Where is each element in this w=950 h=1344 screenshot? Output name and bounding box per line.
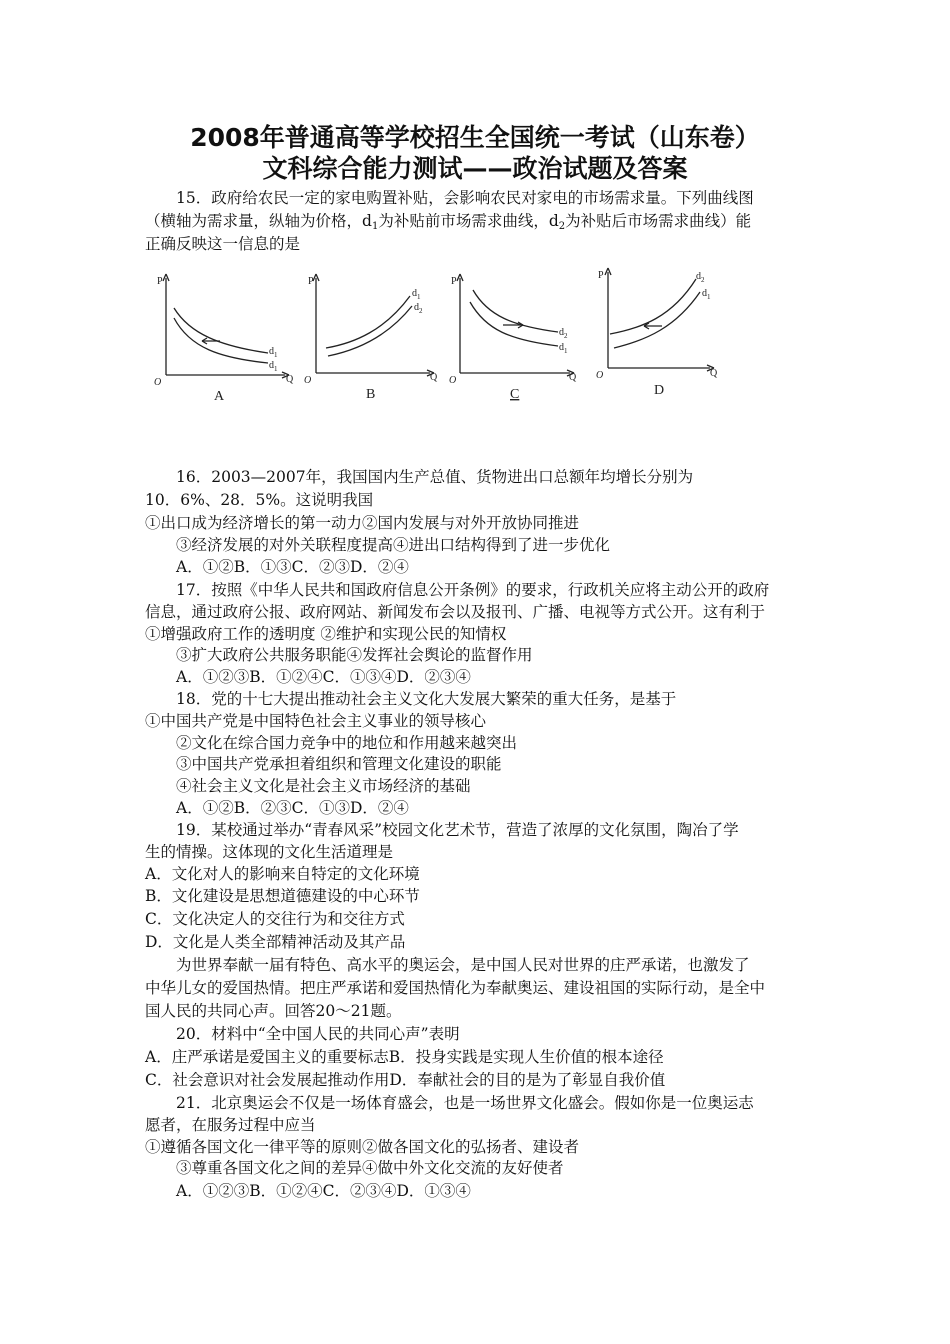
- q18-line-2: ①中国共产党是中国特色社会主义事业的领导核心: [145, 712, 487, 730]
- q16-line-2: 10．6%、28．5%。这说明我国: [145, 491, 374, 509]
- q19-line-2: 生的情操。这体现的文化生活道理是: [145, 843, 394, 861]
- graph-b-upper-curve-label: $d_1$: [412, 288, 421, 301]
- q17-line-3: ①增强政府工作的透明度 ②维护和实现公民的知情权: [145, 625, 507, 643]
- q18-line-1: 18．党的十七大提出推动社会主义文化大发展大繁荣的重大任务，是基于: [176, 690, 677, 708]
- q20-options-ab: A．庄严承诺是爱国主义的重要标志B．投身实践是实现人生价值的根本途径: [145, 1048, 664, 1066]
- graph-a-origin-label: O: [154, 377, 162, 388]
- q21-line-2: 愿者，在服务过程中应当: [145, 1116, 316, 1134]
- material-line-2: 中华儿女的爱国热情。把庄严承诺和爱国热情化为奉献奥运、建设祖国的实际行动，是全中: [145, 979, 766, 997]
- graph-a-lower-curve-label: $d_1$: [269, 360, 278, 373]
- q15-line-3: 正确反映这一信息的是: [145, 235, 301, 253]
- demand-graph-c: [448, 268, 598, 408]
- q20-options-cd: C．社会意识对社会发展起推动作用D．奉献社会的目的是为了彰显自我价值: [145, 1071, 666, 1089]
- graph-d-p-label: P: [598, 270, 604, 281]
- graph-d-upper-curve-label: $d_2$: [696, 271, 705, 284]
- graph-d-q-label: Q: [710, 368, 718, 379]
- q17-line-2: 信息，通过政府公报、政府网站、新闻发布会以及报刊、广播、电视等方式公开。这有利于: [145, 603, 766, 621]
- graph-d-origin-label: O: [596, 370, 604, 381]
- graph-b-q-label: Q: [430, 372, 438, 383]
- q19-option-c: C．文化决定人的交往行为和交往方式: [145, 910, 405, 928]
- q17-line-4: ③扩大政府公共服务职能④发挥社会舆论的监督作用: [176, 646, 533, 664]
- q16-line-1: 16．2003—2007年，我国国内生产总值、货物进出口总额年均增长分别为: [176, 468, 694, 486]
- graph-c-origin-label: O: [449, 375, 457, 386]
- q21-line-4: ③尊重各国文化之间的差异④做中外文化交流的友好使者: [176, 1159, 564, 1177]
- graph-d-option-label: D: [654, 383, 665, 398]
- q18-options: A．①②B．②③C．①③D．②④: [176, 799, 409, 817]
- graph-c-curve-upper: [473, 290, 558, 332]
- graph-c-q-label: Q: [569, 372, 577, 383]
- material-line-3: 国人民的共同心声。回答20～21题。: [145, 1002, 402, 1020]
- q21-line-1: 21．北京奥运会不仅是一场体育盛会，也是一场世界文化盛会。假如你是一位奥运志: [176, 1094, 754, 1112]
- q19-option-b: B．文化建设是思想道德建设的中心环节: [145, 887, 420, 905]
- graph-c-p-label: P: [451, 276, 457, 287]
- graph-b-curve-lower: [328, 306, 412, 356]
- q19-option-a: A．文化对人的影响来自特定的文化环境: [145, 865, 420, 883]
- graph-b-p-label: P: [308, 276, 314, 287]
- q21-options: A．①②③B．①②④C．②③④D．①③④: [176, 1182, 471, 1200]
- graph-a-option-label: A: [214, 389, 225, 404]
- q17-options: A．①②③B．①②④C．①③④D．②③④: [176, 668, 471, 686]
- q15-line-2: （横轴为需求量，纵轴为价格，$d_1$为补贴前市场需求曲线，$d_2$为补贴后市场需求曲线）能: [145, 212, 752, 232]
- graph-a-q-label: Q: [286, 374, 294, 385]
- graph-b-origin-label: O: [304, 375, 312, 386]
- graph-c-upper-curve-label: $d_2$: [559, 327, 568, 340]
- demand-graph-a: [150, 268, 300, 408]
- q16-line-4: ③经济发展的对外关联程度提高④进出口结构得到了进一步优化: [176, 536, 611, 554]
- q19-line-1: 19．某校通过举办“青春风采”校园文化艺术节，营造了浓厚的文化氛围，陶冶了学: [176, 821, 739, 839]
- q18-line-4: ③中国共产党承担着组织和管理文化建设的职能: [176, 755, 502, 773]
- q16-line-3: ①出口成为经济增长的第一动力②国内发展与对外开放协同推进: [145, 514, 580, 532]
- q18-line-3: ②文化在综合国力竞争中的地位和作用越来越突出: [176, 734, 518, 752]
- graph-b-option-label: B: [366, 387, 376, 402]
- graph-a-upper-curve-label: $d_1$: [269, 346, 278, 359]
- page-title: 2008年普通高等学校招生全国统一考试（山东卷）: [190, 123, 760, 152]
- graph-d-curve-lower: [614, 292, 700, 348]
- q18-line-5: ④社会主义文化是社会主义市场经济的基础: [176, 777, 471, 795]
- graph-c-lower-curve-label: $d_1$: [559, 342, 568, 355]
- q19-option-d: D．文化是人类全部精神活动及其产品: [145, 933, 406, 951]
- q16-options: A．①②B．①③C．②③D．②④: [176, 558, 409, 576]
- graph-c-option-label: C: [510, 387, 520, 402]
- graph-b-lower-curve-label: $d_2$: [414, 302, 423, 315]
- graph-c-curve-lower: [470, 302, 558, 346]
- demand-graph-d: [592, 262, 742, 402]
- page-subtitle: 文科综合能力测试——政治试题及答案: [262, 154, 688, 183]
- graph-d-lower-curve-label: $d_1$: [702, 288, 711, 301]
- q17-line-1: 17．按照《中华人民共和国政府信息公开条例》的要求，行政机关应将主动公开的政府: [176, 581, 770, 599]
- graph-a-curve-upper: [174, 308, 268, 353]
- material-line-1: 为世界奉献一届有特色、高水平的奥运会，是中国人民对世界的庄严承诺，也激发了: [176, 956, 750, 974]
- q20-line-1: 20．材料中“全中国人民的共同心声”表明: [176, 1025, 460, 1043]
- demand-graph-b: [300, 268, 450, 408]
- q15-line-1: 15．政府给农民一定的家电购置补贴，会影响农民对家电的市场需求量。下列曲线图: [176, 189, 754, 207]
- q21-line-3: ①遵循各国文化一律平等的原则②做各国文化的弘扬者、建设者: [145, 1138, 580, 1156]
- graph-a-p-label: P: [157, 276, 163, 287]
